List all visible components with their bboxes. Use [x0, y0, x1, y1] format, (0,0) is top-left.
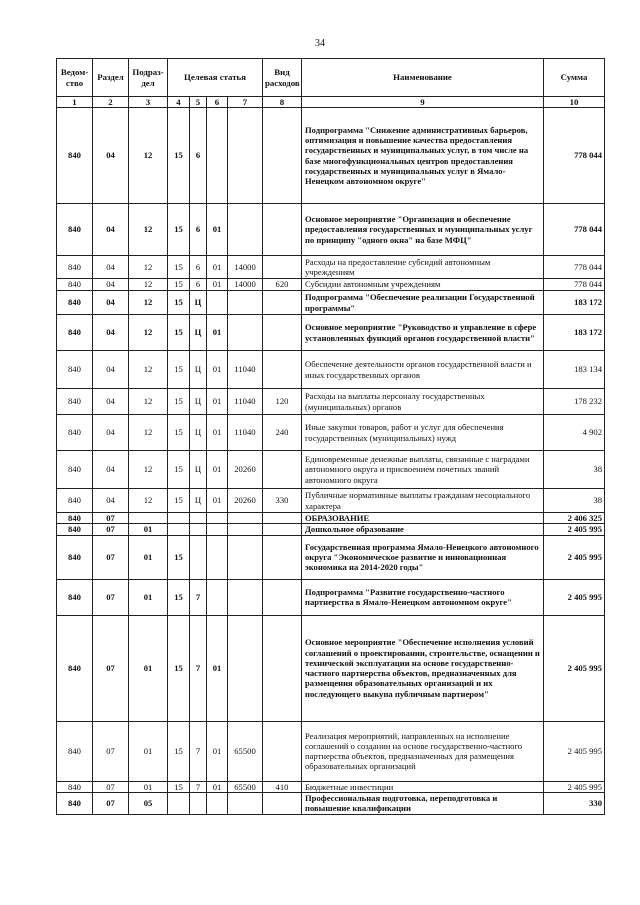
- cell-program: 15: [168, 204, 190, 256]
- cell-subsection: 12: [129, 489, 168, 513]
- cell-program: 15: [168, 389, 190, 415]
- cell-department: 840: [57, 535, 93, 579]
- table-row: [57, 579, 605, 615]
- cell-program: 15: [168, 489, 190, 513]
- table-row: [57, 615, 605, 721]
- cell-name: Бюджетные инвестиции: [302, 781, 544, 792]
- cell-sum: 778 044: [544, 204, 605, 256]
- cell-program: 15: [168, 351, 190, 389]
- cell-program: [168, 792, 190, 814]
- cell-expense-type: [263, 524, 302, 535]
- header-expense-type: Вид расходов: [263, 59, 302, 97]
- table-row: [57, 291, 605, 315]
- cell-department: 840: [57, 579, 93, 615]
- header-name: Наименование: [302, 59, 544, 97]
- cell-activity: [207, 108, 228, 204]
- cell-subsection: 12: [129, 389, 168, 415]
- cell-section: 04: [93, 351, 129, 389]
- table-row: [57, 256, 605, 279]
- cell-subsection: 12: [129, 415, 168, 451]
- cell-subprogram: 6: [190, 256, 207, 279]
- cell-department: 840: [57, 451, 93, 489]
- cell-activity: [207, 579, 228, 615]
- cell-name: Субсидии автономным учреждениям: [302, 279, 544, 291]
- cell-subsection: 01: [129, 579, 168, 615]
- cell-name: Подпрограмма "Обеспечение реализации Государственной программы": [302, 291, 544, 315]
- cell-sum: 2 405 995: [544, 721, 605, 781]
- cell-direction: 11040: [228, 389, 263, 415]
- cell-section: 04: [93, 279, 129, 291]
- cell-subprogram: Ц: [190, 451, 207, 489]
- cell-subprogram: 6: [190, 204, 207, 256]
- cell-sum: 2 405 995: [544, 579, 605, 615]
- table-row: [57, 204, 605, 256]
- cell-subprogram: Ц: [190, 389, 207, 415]
- cell-activity: 01: [207, 389, 228, 415]
- cell-expense-type: 410: [263, 781, 302, 792]
- cell-section: 07: [93, 524, 129, 535]
- table-body: [57, 108, 605, 815]
- cell-direction: [228, 615, 263, 721]
- column-number: 1: [57, 97, 93, 108]
- cell-subprogram: Ц: [190, 489, 207, 513]
- cell-name: Подпрограмма "Снижение административных барьеров, оптимизация и повышение качества предоставления государственных и муниципальных услуг, в том числе на базе многофункциональных центров предоставления государственных и муниципальных услуг в Ямало-Ненецком автономном округе": [302, 108, 544, 204]
- cell-direction: [228, 792, 263, 814]
- cell-name: Основное мероприятие "Руководство и управление в сфере установленных функций органов государственной власти": [302, 315, 544, 351]
- cell-activity: [207, 513, 228, 524]
- table-row: [57, 351, 605, 389]
- cell-activity: 01: [207, 451, 228, 489]
- cell-activity: [207, 535, 228, 579]
- cell-subsection: 05: [129, 792, 168, 814]
- cell-subsection: 01: [129, 615, 168, 721]
- cell-subsection: 12: [129, 279, 168, 291]
- cell-program: 15: [168, 415, 190, 451]
- cell-subsection: 01: [129, 524, 168, 535]
- cell-name: Основное мероприятие "Обеспечение исполнения условий соглашений о проектировании, строительстве, оснащении и технической эксплуатации на основе государственно-частного партнерства объектов, предназначенных для размещения образовательных организаций и их последующего выкупа публичным партнером": [302, 615, 544, 721]
- cell-section: 04: [93, 315, 129, 351]
- cell-section: 07: [93, 781, 129, 792]
- cell-expense-type: [263, 792, 302, 814]
- cell-name: Государственная программа Ямало-Ненецкого автономного округа "Экономическое развитие и инновационная экономика на 2014-2020 годы": [302, 535, 544, 579]
- table-row: [57, 279, 605, 291]
- cell-direction: 20260: [228, 451, 263, 489]
- cell-subprogram: 6: [190, 108, 207, 204]
- cell-section: 04: [93, 415, 129, 451]
- header-target-article: Целевая статья: [168, 59, 263, 97]
- cell-section: 04: [93, 489, 129, 513]
- cell-program: 15: [168, 535, 190, 579]
- cell-sum: 2 405 995: [544, 524, 605, 535]
- column-number: 10: [544, 97, 605, 108]
- cell-sum: 38: [544, 489, 605, 513]
- header-section: Раздел: [93, 59, 129, 97]
- page-number: 34: [315, 38, 325, 49]
- table-row: [57, 415, 605, 451]
- cell-department: 840: [57, 513, 93, 524]
- cell-program: 15: [168, 451, 190, 489]
- cell-section: 07: [93, 615, 129, 721]
- cell-name: ОБРАЗОВАНИЕ: [302, 513, 544, 524]
- cell-subprogram: Ц: [190, 415, 207, 451]
- cell-section: 04: [93, 108, 129, 204]
- table-row: [57, 524, 605, 535]
- cell-subsection: 12: [129, 108, 168, 204]
- cell-subsection: 12: [129, 291, 168, 315]
- cell-subsection: 01: [129, 721, 168, 781]
- cell-activity: [207, 524, 228, 535]
- cell-activity: 01: [207, 315, 228, 351]
- cell-sum: 38: [544, 451, 605, 489]
- cell-name: Основное мероприятие "Организация и обеспечение предоставления государственных и муниципальных услуг по принципу "одного окна" на базе МФЦ": [302, 204, 544, 256]
- cell-section: 04: [93, 291, 129, 315]
- table-row: [57, 489, 605, 513]
- header-subsection: Подраз-дел: [129, 59, 168, 97]
- cell-expense-type: [263, 535, 302, 579]
- column-number: 5: [190, 97, 207, 108]
- table-row: [57, 451, 605, 489]
- cell-activity: [207, 792, 228, 814]
- cell-program: 15: [168, 279, 190, 291]
- cell-sum: 178 232: [544, 389, 605, 415]
- cell-department: 840: [57, 489, 93, 513]
- cell-sum: 183 134: [544, 351, 605, 389]
- cell-activity: [207, 291, 228, 315]
- cell-direction: [228, 291, 263, 315]
- cell-subsection: 12: [129, 256, 168, 279]
- cell-department: 840: [57, 351, 93, 389]
- cell-sum: 2 405 995: [544, 781, 605, 792]
- cell-section: 04: [93, 451, 129, 489]
- cell-expense-type: [263, 351, 302, 389]
- cell-activity: 01: [207, 204, 228, 256]
- cell-activity: 01: [207, 279, 228, 291]
- cell-department: 840: [57, 524, 93, 535]
- cell-name: Иные закупки товаров, работ и услуг для обеспечения государственных (муниципальных) нужд: [302, 415, 544, 451]
- cell-name: Расходы на предоставление субсидий автономным учреждениям: [302, 256, 544, 279]
- cell-subsection: 12: [129, 204, 168, 256]
- cell-direction: 14000: [228, 279, 263, 291]
- cell-expense-type: [263, 108, 302, 204]
- cell-name: Публичные нормативные выплаты гражданам несоциального характера: [302, 489, 544, 513]
- cell-subprogram: [190, 535, 207, 579]
- cell-direction: 20260: [228, 489, 263, 513]
- cell-activity: 01: [207, 781, 228, 792]
- cell-direction: 11040: [228, 415, 263, 451]
- cell-name: Подпрограмма "Развитие государственно-частного партнерства в Ямало-Ненецком автономном округе": [302, 579, 544, 615]
- cell-department: 840: [57, 204, 93, 256]
- cell-program: 15: [168, 315, 190, 351]
- cell-program: 15: [168, 615, 190, 721]
- cell-expense-type: [263, 721, 302, 781]
- cell-subprogram: 7: [190, 781, 207, 792]
- cell-sum: 2 405 995: [544, 535, 605, 579]
- header-sum: Сумма: [544, 59, 605, 97]
- cell-expense-type: 620: [263, 279, 302, 291]
- cell-section: 04: [93, 389, 129, 415]
- cell-sum: 778 044: [544, 256, 605, 279]
- cell-activity: 01: [207, 721, 228, 781]
- cell-expense-type: [263, 291, 302, 315]
- cell-program: [168, 513, 190, 524]
- column-number: 7: [228, 97, 263, 108]
- cell-sum: 4 902: [544, 415, 605, 451]
- cell-department: 840: [57, 279, 93, 291]
- cell-section: 07: [93, 535, 129, 579]
- cell-program: 15: [168, 579, 190, 615]
- cell-expense-type: [263, 315, 302, 351]
- cell-expense-type: [263, 204, 302, 256]
- cell-department: 840: [57, 256, 93, 279]
- cell-section: 07: [93, 513, 129, 524]
- table-row: [57, 315, 605, 351]
- cell-sum: 330: [544, 792, 605, 814]
- cell-expense-type: [263, 256, 302, 279]
- column-number: 2: [93, 97, 129, 108]
- table-row: [57, 389, 605, 415]
- cell-subprogram: [190, 513, 207, 524]
- cell-section: 04: [93, 204, 129, 256]
- table-row: [57, 721, 605, 781]
- column-number: 8: [263, 97, 302, 108]
- cell-section: 07: [93, 579, 129, 615]
- cell-activity: 01: [207, 256, 228, 279]
- budget-table: [56, 58, 605, 815]
- cell-direction: 65500: [228, 781, 263, 792]
- cell-direction: 65500: [228, 721, 263, 781]
- cell-subprogram: 7: [190, 615, 207, 721]
- cell-subprogram: 7: [190, 579, 207, 615]
- cell-department: 840: [57, 315, 93, 351]
- cell-name: Дошкольное образование: [302, 524, 544, 535]
- cell-subprogram: [190, 524, 207, 535]
- table-row: [57, 792, 605, 814]
- header-department: Ведом-ство: [57, 59, 93, 97]
- cell-subsection: 12: [129, 315, 168, 351]
- cell-subprogram: 7: [190, 721, 207, 781]
- cell-activity: 01: [207, 415, 228, 451]
- cell-subprogram: Ц: [190, 315, 207, 351]
- cell-expense-type: [263, 513, 302, 524]
- column-number: 6: [207, 97, 228, 108]
- cell-subsection: 01: [129, 781, 168, 792]
- cell-direction: 11040: [228, 351, 263, 389]
- cell-program: 15: [168, 108, 190, 204]
- cell-program: [168, 524, 190, 535]
- cell-name: Расходы на выплаты персоналу государственных (муниципальных) органов: [302, 389, 544, 415]
- cell-expense-type: [263, 579, 302, 615]
- cell-program: 15: [168, 291, 190, 315]
- cell-section: 07: [93, 721, 129, 781]
- cell-subprogram: 6: [190, 279, 207, 291]
- cell-subsection: [129, 513, 168, 524]
- cell-expense-type: [263, 615, 302, 721]
- cell-direction: [228, 579, 263, 615]
- cell-subprogram: [190, 792, 207, 814]
- cell-sum: 2 406 325: [544, 513, 605, 524]
- cell-program: 15: [168, 256, 190, 279]
- cell-subsection: 01: [129, 535, 168, 579]
- cell-section: 07: [93, 792, 129, 814]
- cell-department: 840: [57, 389, 93, 415]
- cell-activity: 01: [207, 489, 228, 513]
- table-row: [57, 535, 605, 579]
- column-number: 4: [168, 97, 190, 108]
- cell-sum: 778 044: [544, 279, 605, 291]
- cell-sum: 778 044: [544, 108, 605, 204]
- table-row: [57, 513, 605, 524]
- table-row: [57, 108, 605, 204]
- cell-subsection: 12: [129, 451, 168, 489]
- cell-expense-type: 330: [263, 489, 302, 513]
- cell-direction: [228, 108, 263, 204]
- cell-subsection: 12: [129, 351, 168, 389]
- cell-department: 840: [57, 108, 93, 204]
- cell-direction: [228, 315, 263, 351]
- cell-department: 840: [57, 615, 93, 721]
- cell-direction: 14000: [228, 256, 263, 279]
- cell-expense-type: 120: [263, 389, 302, 415]
- cell-department: 840: [57, 721, 93, 781]
- cell-sum: 2 405 995: [544, 615, 605, 721]
- table-row: [57, 781, 605, 792]
- cell-program: 15: [168, 721, 190, 781]
- cell-direction: [228, 535, 263, 579]
- cell-direction: [228, 524, 263, 535]
- cell-subprogram: Ц: [190, 291, 207, 315]
- cell-expense-type: 240: [263, 415, 302, 451]
- cell-name: Реализация мероприятий, направленных на исполнение соглашений о создании на основе государственно-частного партнерства объектов, предназначенных для размещения образовательных организаций: [302, 721, 544, 781]
- column-number: 9: [302, 97, 544, 108]
- cell-department: 840: [57, 415, 93, 451]
- cell-name: Единовременные денежные выплаты, связанные с наградами автономного округа и присвоением почетных званий автономного округа: [302, 451, 544, 489]
- cell-department: 840: [57, 792, 93, 814]
- cell-direction: [228, 204, 263, 256]
- cell-sum: 183 172: [544, 315, 605, 351]
- cell-subprogram: Ц: [190, 351, 207, 389]
- cell-direction: [228, 513, 263, 524]
- cell-name: Обеспечение деятельности органов государственной власти и иных государственных органов: [302, 351, 544, 389]
- cell-sum: 183 172: [544, 291, 605, 315]
- cell-department: 840: [57, 291, 93, 315]
- cell-section: 04: [93, 256, 129, 279]
- cell-expense-type: [263, 451, 302, 489]
- cell-activity: 01: [207, 351, 228, 389]
- cell-activity: 01: [207, 615, 228, 721]
- cell-name: Профессиональная подготовка, переподготовка и повышение квалификации: [302, 792, 544, 814]
- cell-department: 840: [57, 781, 93, 792]
- cell-program: 15: [168, 781, 190, 792]
- column-number: 3: [129, 97, 168, 108]
